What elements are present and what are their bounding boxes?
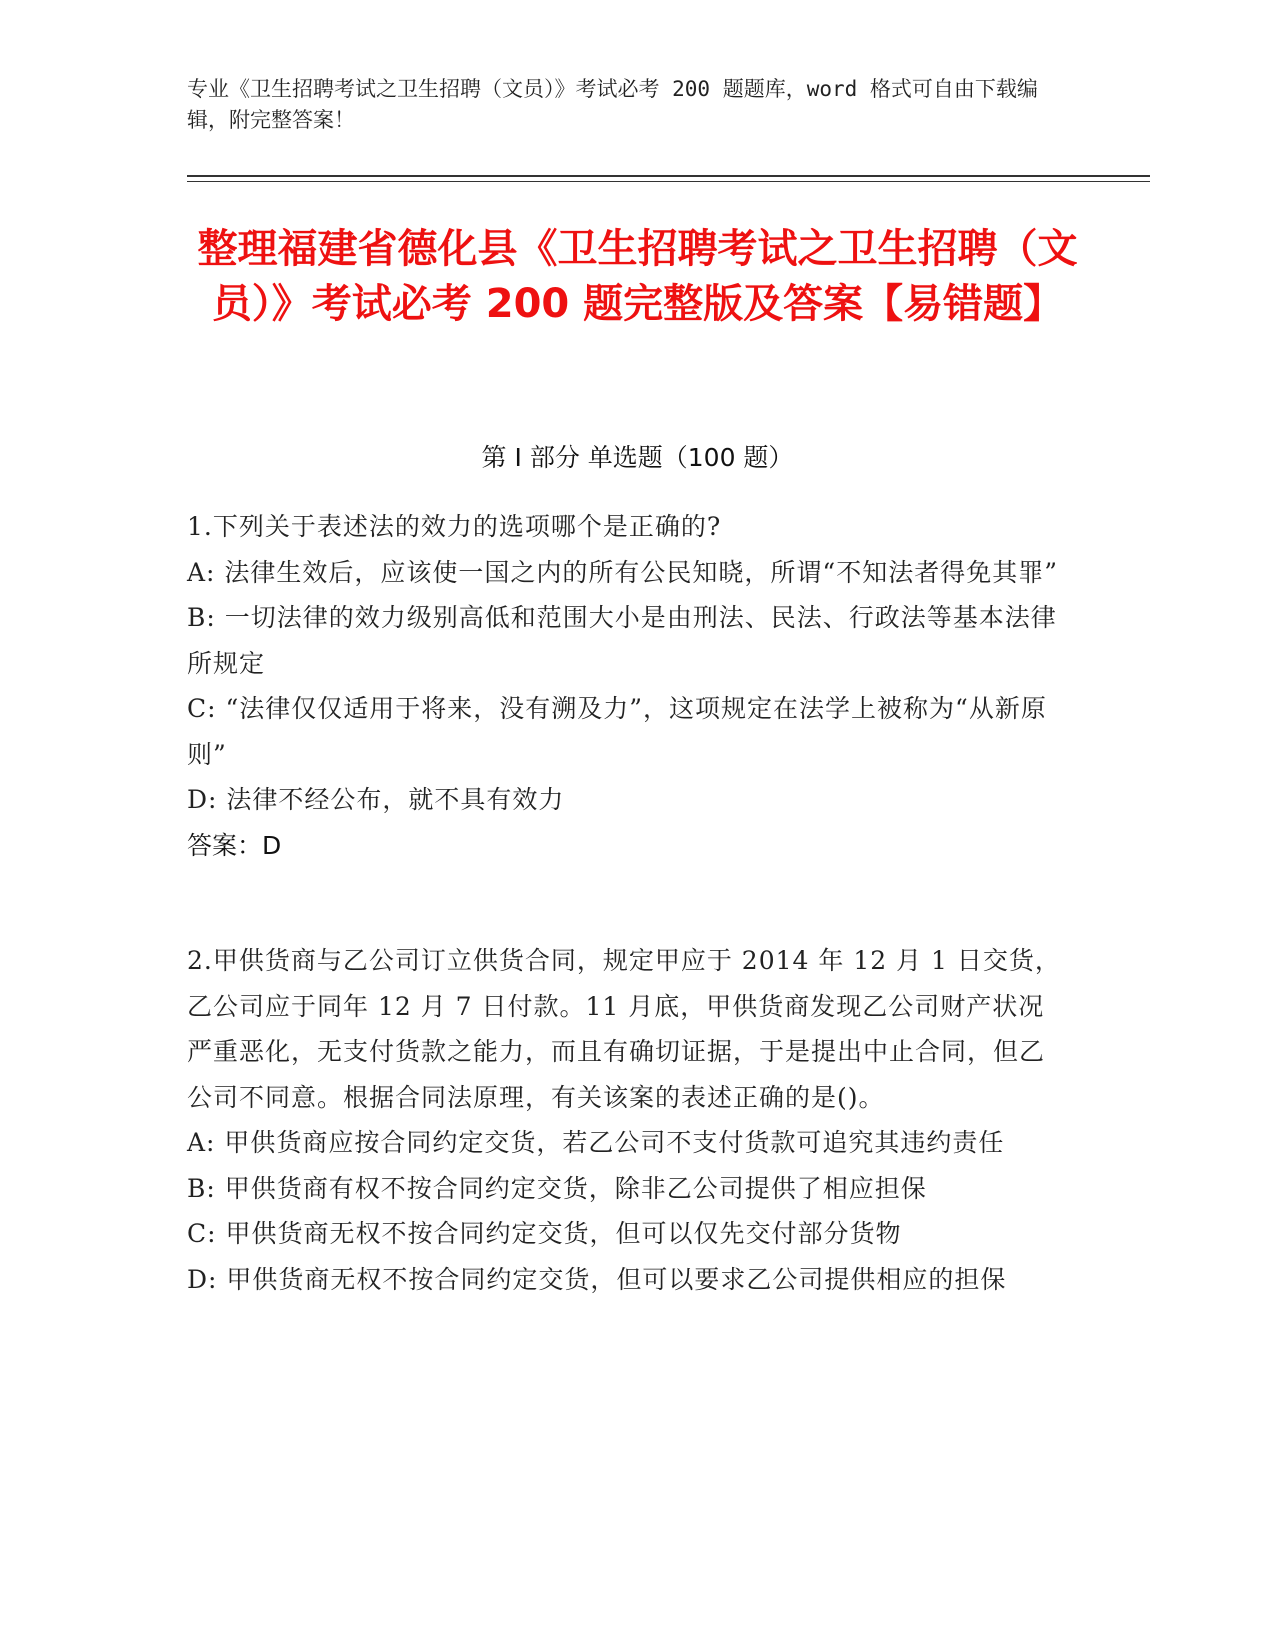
header-note: 专业《卫生招聘考试之卫生招聘（文员）》考试必考 200 题题库，word 格式可自由下载编辑，附完整答案！ — [187, 77, 1038, 132]
option-a: A: 甲供货商应按合同约定交货，若乙公司不支付货款可追究其违约责任 — [187, 1128, 1005, 1157]
question-stem: 1.下列关于表述法的效力的选项哪个是正确的? — [187, 512, 722, 541]
option-d: D: 法律不经公布，就不具有效力 — [187, 785, 565, 814]
option-c: C: “法律仅仅适用于将来，没有溯及力”，这项规定在法学上被称为“从新原则” — [187, 694, 1047, 769]
option-b: B: 一切法律的效力级别高低和范围大小是由刑法、民法、行政法等基本法律所规定 — [187, 603, 1057, 678]
option-c: C: 甲供货商无权不按合同约定交货，但可以仅先交付部分货物 — [187, 1219, 902, 1248]
document-title: 整理福建省德化县《卫生招聘考试之卫生招聘（文员）》考试必考 200 题完整版及答案【易错题】 — [197, 226, 1078, 327]
option-a: A: 法律生效后，应该使一国之内的所有公民知晓，所谓“不知法者得免其罪” — [187, 557, 1058, 587]
header-divider-thin — [187, 181, 1150, 182]
option-b: B: 甲供货商有权不按合同约定交货，除非乙公司提供了相应担保 — [187, 1173, 927, 1203]
header-divider-thick — [187, 175, 1150, 177]
question-1 — [187, 504, 1067, 868]
section-title: 第 I 部分 单选题（100 题） — [481, 443, 794, 472]
option-d: D: 甲供货商无权不按合同约定交货，但可以要求乙公司提供相应的担保 — [187, 1264, 1007, 1294]
answer-line: 答案：D — [187, 830, 282, 860]
question-2 — [187, 938, 1067, 1302]
question-stem: 2.甲供货商与乙公司订立供货合同，规定甲应于 2014 年 12 月 1 日交货，乙公司应于同年 12 月 7 日付款。11 月底，甲供货商发现乙公司财产状况严重恶化，无支付货款之能力，而且有确切证据，于是提出中止合同，但乙公司不同意。根据合同法原理，有关该案的表述正确的是()。 — [187, 946, 1061, 1112]
